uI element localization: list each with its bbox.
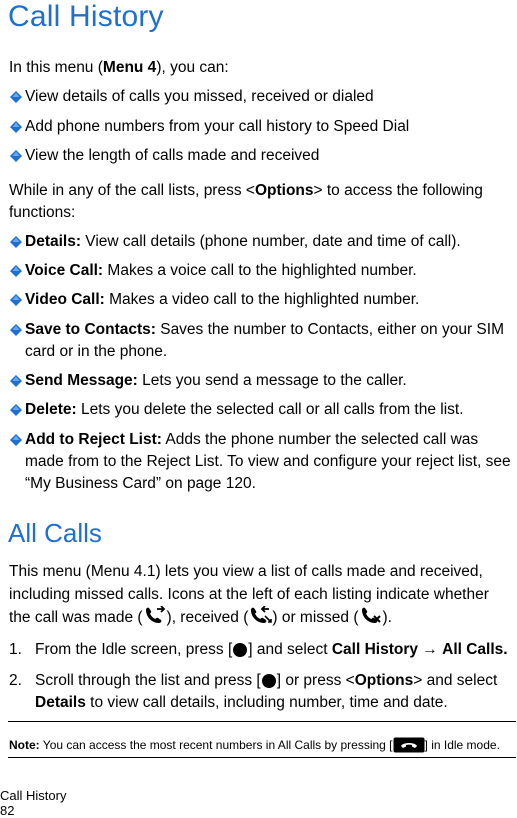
diamond-bullet-icon xyxy=(10,294,22,306)
send-key-icon xyxy=(393,737,425,753)
diamond-bullet-icon xyxy=(10,121,22,133)
options-intro-paragraph: While in any of the call lists, press <Options> to access the following functions: xyxy=(9,182,483,221)
missed-call-icon xyxy=(359,606,383,626)
list-item: Voice Call: Makes a voice call to the highlighted number. xyxy=(10,260,515,282)
dialed-call-icon xyxy=(143,606,167,626)
ok-key-icon xyxy=(261,673,277,689)
diamond-bullet-icon xyxy=(10,324,22,336)
diamond-bullet-icon xyxy=(10,150,22,162)
section-heading-all-calls: All Calls xyxy=(8,518,102,548)
list-item: Delete: Lets you delete the selected call or all calls from the list. xyxy=(10,399,515,421)
list-item: View the length of calls made and received xyxy=(10,145,515,167)
diamond-bullet-icon xyxy=(10,265,22,277)
all-calls-paragraph: This menu (Menu 4.1) lets you view a list of calls made and received, including missed calls. Icons at the left of each listing indicate whether the call was made ( ), received ( ) or missed ( ). xyxy=(9,563,489,626)
diamond-bullet-icon xyxy=(10,375,22,387)
diamond-bullet-icon xyxy=(10,434,22,446)
step-1: 1. From the Idle screen, press [ ] and select Call History → All Calls. xyxy=(9,641,508,658)
diamond-bullet-icon xyxy=(10,91,22,103)
note: Note: You can access the most recent numbers in All Calls by pressing [ ] in Idle mode. xyxy=(9,738,500,752)
list-item: Save to Contacts: Saves the number to Contacts, either on your SIM card or in the phone. xyxy=(10,319,515,363)
diamond-bullet-icon xyxy=(10,404,22,416)
received-call-icon xyxy=(248,606,272,626)
list-item: View details of calls you missed, received or dialed xyxy=(10,86,515,108)
list-item: Details: View call details (phone number, date and time of call). xyxy=(10,231,515,253)
footer-section-title: Call History xyxy=(0,788,67,803)
page-number: 82 xyxy=(0,803,15,818)
list-item: Add phone numbers from your call history to Speed Dial xyxy=(10,116,515,138)
step-2: 2. Scroll through the list and press [ ] or press <Options> and select Details to view call details, including number, time and date. xyxy=(9,672,498,711)
list-item: Video Call: Makes a video call to the highlighted number. xyxy=(10,289,515,311)
note-divider-top xyxy=(8,721,516,722)
diamond-bullet-icon xyxy=(10,236,22,248)
note-divider-bottom xyxy=(8,757,516,758)
page-title: Call History xyxy=(8,0,164,33)
list-item: Send Message: Lets you send a message to the caller. xyxy=(10,370,515,392)
ok-key-icon xyxy=(232,642,248,658)
list-item: Add to Reject List: Adds the phone number the selected call was made from to the Reject List. To view and configure your reject list, see “My Business Card” on page 120. xyxy=(10,429,515,495)
intro-paragraph: In this menu (Menu 4), you can: xyxy=(9,59,229,76)
